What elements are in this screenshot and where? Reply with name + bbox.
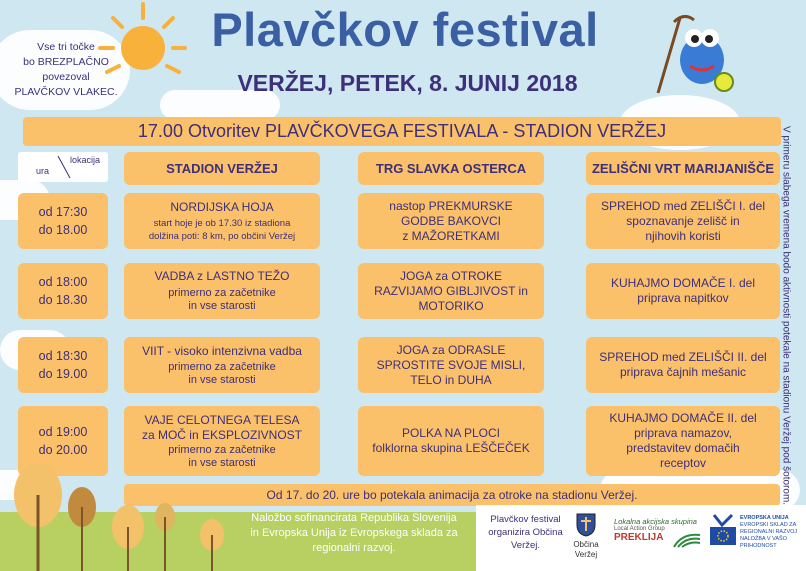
coat-of-arms-icon xyxy=(576,513,596,537)
activity-cell xyxy=(124,193,320,249)
organizer-line: Plavčkov festival xyxy=(490,514,561,525)
corner-cell xyxy=(18,152,108,182)
time-from: od 18:00 xyxy=(38,275,88,289)
corner-lokacija: lokacija xyxy=(70,155,101,165)
time-from: od 17:30 xyxy=(38,205,88,219)
event-date: VERŽEJ, PETEK, 8. JUNIJ 2018 xyxy=(237,70,578,96)
train-note xyxy=(0,40,132,100)
activity-cell xyxy=(124,337,320,393)
time-cell xyxy=(18,193,108,249)
eu-line: EVROPSKA UNIJA xyxy=(740,515,789,521)
organizer-text xyxy=(478,513,573,552)
las-line2: Local Action Group xyxy=(614,526,665,532)
eu-line: NALOŽBA V VAŠO PRIHODNOST xyxy=(740,536,787,549)
activity-title: SPREHOD med ZELIŠČI II. del xyxy=(599,350,767,364)
column-header-label: ZELIŠČNI VRT MARIJANIŠČE xyxy=(591,161,774,176)
opening-banner xyxy=(23,117,781,146)
column-header xyxy=(124,152,320,185)
obcina-label xyxy=(568,540,604,560)
activity-title: predstavitev domačih xyxy=(626,441,740,455)
activity-title: SPREHOD med ZELIŠČI I. del xyxy=(600,198,766,213)
activity-title: VADBA z LASTNO TEŽO xyxy=(154,269,290,283)
activity-title: POLKA NA PLOCI xyxy=(401,426,501,440)
time-cell xyxy=(18,263,108,319)
sponsor-panel xyxy=(476,505,806,571)
activity-title: TELO in DUHA xyxy=(410,372,492,387)
time-to: do 18.00 xyxy=(38,223,88,237)
activity-title: SPROSTITE SVOJE MISLI, xyxy=(376,357,526,372)
activity-cell xyxy=(586,337,780,393)
activity-note: primerno za začetnike xyxy=(168,360,276,373)
activity-title: njihovih koristi xyxy=(645,228,721,243)
funding-text xyxy=(236,505,472,571)
activity-cell xyxy=(586,193,780,249)
corner-ura: ura xyxy=(36,166,50,176)
activity-cell xyxy=(358,406,544,476)
organizer-line: Veržej. xyxy=(510,540,541,551)
activity-note: primerno za začetnike xyxy=(168,443,276,456)
activity-title: priprava čajnih mešanic xyxy=(619,365,747,379)
note-line: povezoval xyxy=(42,71,90,83)
leaf-icon xyxy=(672,531,702,549)
activity-cell xyxy=(586,263,780,319)
activity-note: start hoje je ob 17.30 iz stadiona xyxy=(153,217,291,229)
activity-title: za MOČ in EKSPLOZIVNOST xyxy=(141,427,303,442)
time-to: do 19.00 xyxy=(38,367,88,381)
funding-line: Naložbo sofinancirata Republika Slovenija xyxy=(251,512,457,524)
column-header-label: STADION VERŽEJ xyxy=(166,161,278,176)
activity-cell xyxy=(358,337,544,393)
activity-title: RAZVIJAMO GIBLJIVOST in xyxy=(374,283,528,298)
funding-line: regionalni razvoj. xyxy=(312,542,396,554)
trees-illustration xyxy=(0,455,230,571)
las-name: PREKLIJA xyxy=(614,532,664,543)
activity-cell xyxy=(586,406,780,476)
activity-cell xyxy=(358,263,544,319)
activity-cell xyxy=(124,263,320,319)
column-header xyxy=(358,152,544,185)
activity-title: receptov xyxy=(659,456,707,470)
time-from: od 19:00 xyxy=(38,425,88,439)
mascot-frog-icon xyxy=(650,8,740,98)
time-to: do 20.00 xyxy=(38,443,88,457)
funding-line: in Evropska Unija iz Evropskega sklada za xyxy=(250,527,458,539)
activity-title: VAJE CELOTNEGA TELESA xyxy=(144,412,300,427)
activity-title: priprava napitkov xyxy=(637,291,729,305)
animation-note-text: Od 17. do 20. ure bo potekala animacija za otroke na stadionu Veržej. xyxy=(266,488,638,502)
obcina-line: Veržej xyxy=(574,550,598,559)
column-header xyxy=(586,152,780,185)
activity-title: VIIT - visoko intenzivna vadba xyxy=(142,343,302,358)
eu-line: EVROPSKI SKLAD ZA xyxy=(740,522,797,528)
eu-text xyxy=(740,515,806,550)
weather-note: V primeru slabega vremena bodo aktivnosti potekale na stadionu Veržej pod šotorom. xyxy=(780,125,792,506)
activity-title: folklorna skupina LEŠČEČEK xyxy=(372,441,530,455)
page-title: Plavčkov festival xyxy=(211,3,599,56)
activity-note: dolžina poti: 8 km, po občini Veržej xyxy=(148,230,296,242)
las-logo xyxy=(614,517,704,543)
activity-title: KUHAJMO DOMAČE II. del xyxy=(609,411,757,425)
activity-title: MOTORIKO xyxy=(418,298,484,313)
activity-title: priprava namazov, xyxy=(634,426,732,440)
activity-title: JOGA za OTROKE xyxy=(399,268,503,283)
arrow-logo-icon xyxy=(712,513,734,527)
column-header-label: TRG SLAVKA OSTERCA xyxy=(375,161,527,176)
activity-title: KUHAJMO DOMAČE I. del xyxy=(610,276,756,290)
time-to: do 18.30 xyxy=(38,293,88,307)
activity-title: JOGA za ODRASLE xyxy=(396,342,506,357)
eu-flag-icon xyxy=(710,527,736,545)
activity-note: in vse starosti xyxy=(188,456,256,469)
activity-cell xyxy=(358,193,544,249)
activity-note: in vse starosti xyxy=(188,373,256,386)
activity-title: z MAŽORETKAMI xyxy=(402,228,500,243)
las-line1: Lokalna akcijska skupina xyxy=(614,517,697,526)
opening-text: 17.00 Otvoritev PLAVČKOVEGA FESTIVALA - STADION VERŽEJ xyxy=(137,121,667,141)
activity-title: NORDIJSKA HOJA xyxy=(170,199,274,214)
note-line: Vse tri točke xyxy=(37,41,95,53)
obcina-line: Občina xyxy=(573,540,599,549)
activity-note: primerno za začetnike xyxy=(168,287,276,299)
activity-note: in vse starosti xyxy=(188,300,256,312)
time-from: od 18:30 xyxy=(38,349,88,363)
note-line: bo BREZPLAČNO xyxy=(23,56,109,68)
time-cell xyxy=(18,337,108,393)
activity-title: spoznavanje zelišč in xyxy=(626,213,740,228)
organizer-line: organizira Občina xyxy=(488,527,563,538)
activity-title: nastop PREKMURSKE xyxy=(389,198,513,213)
note-line: PLAVČKOV VLAKEC. xyxy=(14,86,118,98)
activity-title: GODBE BAKOVCI xyxy=(400,213,502,228)
eu-line: REGIONALNI RAZVOJ xyxy=(740,529,798,535)
